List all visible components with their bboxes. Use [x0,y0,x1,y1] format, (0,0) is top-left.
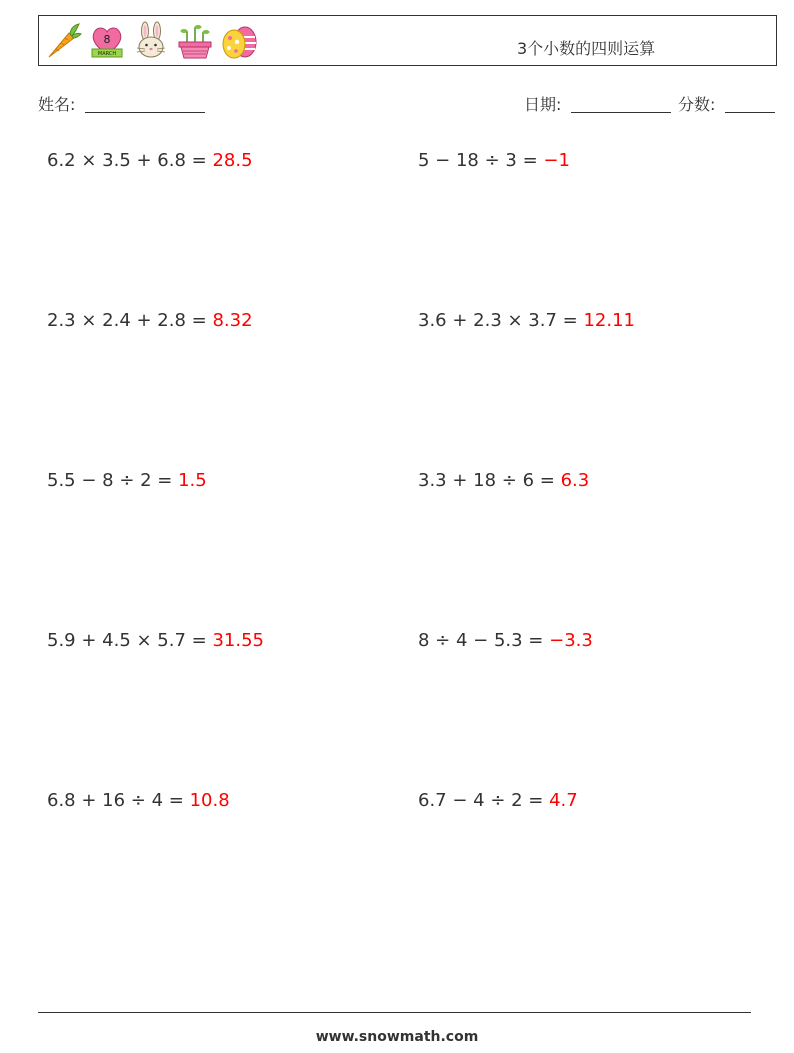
problem-answer: 10.8 [189,790,230,811]
problem-10 [418,790,578,811]
easter-eggs-icon [219,21,259,61]
name-blank[interactable] [85,96,205,113]
score-blank[interactable] [725,96,775,113]
problem-answer: 31.55 [212,630,264,651]
worksheet-header [38,15,777,66]
heart-number: 8 [103,33,111,46]
problem-expression: 2.3 × 2.4 + 2.8 = [47,310,213,331]
worksheet-title: 3个小数的四则运算 [517,39,656,58]
problem-9 [47,790,230,811]
problem-answer: 6.3 [560,470,590,491]
problem-answer: −1 [543,150,570,171]
date-label: 日期: [524,95,562,114]
problem-answer: −3.3 [549,630,593,651]
problem-answer: 12.11 [583,310,635,331]
sprout-pot-icon [175,21,215,61]
problem-expression: 6.7 − 4 ÷ 2 = [418,790,550,811]
heart-march-8-icon [87,21,127,61]
problem-6 [418,470,589,491]
problem-expression: 3.6 + 2.3 × 3.7 = [418,310,584,331]
score-label: 分数: [678,95,716,114]
header-icons [43,21,259,61]
problem-answer: 1.5 [178,470,207,491]
problem-1 [47,150,253,171]
name-label: 姓名: [38,95,76,114]
problem-8 [418,630,593,651]
problem-7 [47,630,264,651]
problem-expression: 6.8 + 16 ÷ 4 = [47,790,190,811]
problem-expression: 5.5 − 8 ÷ 2 = [47,470,179,491]
problem-expression: 6.2 × 3.5 + 6.8 = [47,150,213,171]
heart-ribbon-text: MARCH [97,51,117,57]
problem-answer: 28.5 [212,150,253,171]
problem-5 [47,470,207,491]
bunny-icon [131,21,171,61]
footer-divider [38,1012,751,1013]
problem-4 [418,310,635,331]
score-field [678,92,775,115]
problem-answer: 4.7 [549,790,578,811]
date-field [524,92,671,115]
problem-3 [47,310,253,331]
problem-expression: 5 − 18 ÷ 3 = [418,150,544,171]
problem-expression: 5.9 + 4.5 × 5.7 = [47,630,213,651]
carrot-icon [43,21,83,61]
date-blank[interactable] [571,96,671,113]
footer-site[interactable]: www.snowmath.com [315,1029,479,1045]
name-field [38,92,205,115]
problem-answer: 8.32 [212,310,253,331]
problem-expression: 3.3 + 18 ÷ 6 = [418,470,561,491]
problem-expression: 8 ÷ 4 − 5.3 = [418,630,550,651]
problem-2 [418,150,570,171]
